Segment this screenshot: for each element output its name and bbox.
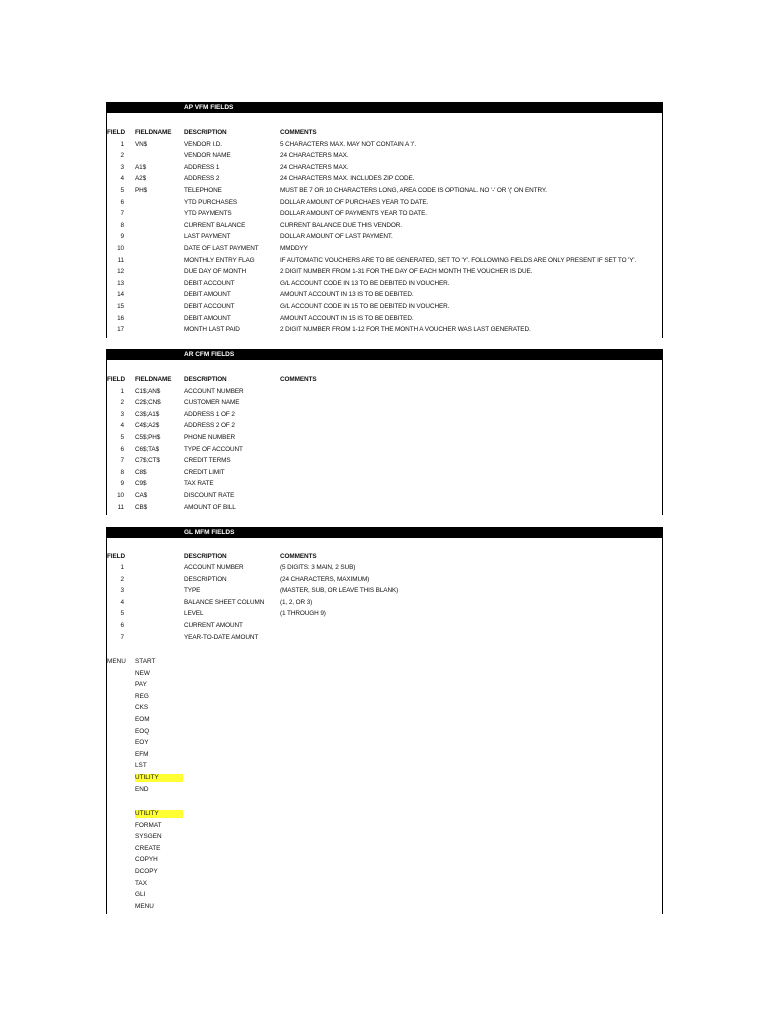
ap-row-3-name: A1$: [135, 163, 147, 171]
menu-item-start: [135, 658, 155, 666]
ap-row-9-comments: DOLLAR AMOUNT OF LAST PAYMENT.: [280, 233, 393, 241]
ap-vfm-section: [106, 102, 663, 338]
ap-row-5-comments: MUST BE 7 OR 10 CHARACTERS LONG, AREA CODE IS OPTIONAL. NO '-' OR '(' ON ENTRY.: [280, 186, 547, 194]
ap-section-title-bar: [107, 102, 662, 113]
ar-row-11-desc: AMOUNT OF BILL: [184, 503, 236, 511]
utility-item-label: TAX: [135, 879, 147, 887]
ar-row-11-name: CB$: [135, 503, 148, 511]
ap-row-2-field: 2: [120, 152, 124, 160]
ap-row-16-field: 16: [117, 314, 124, 322]
utility-item-format: [135, 822, 162, 830]
utility-item-label: GLI: [135, 891, 146, 899]
gl-row-2-desc: DESCRIPTION: [184, 575, 227, 583]
ap-row-14-desc: DEBIT AMOUNT: [184, 291, 231, 299]
gl-row-3-field: 3: [120, 587, 124, 595]
ap-row-10-comments: MMDDYY: [280, 244, 308, 252]
ap-row-3-comments: 24 CHARACTERS MAX.: [280, 163, 349, 171]
ap-row-13-comments: G/L ACCOUNT CODE IN 13 TO BE DEBITED IN VOUCHER.: [280, 279, 450, 287]
gl-row-4-desc: BALANCE SHEET COLUMN: [184, 598, 265, 606]
gl-row-1-desc: ACCOUNT NUMBER: [184, 564, 244, 571]
ar-row-5-desc: PHONE NUMBER: [184, 433, 235, 441]
menu-item-label: EOQ: [135, 727, 150, 735]
ar-row-2-desc: CUSTOMER NAME: [184, 399, 240, 407]
utility-item-copyh: [135, 856, 158, 864]
utility-item-tax: [135, 880, 147, 888]
ap-row-8-field: 8: [120, 221, 124, 229]
menu-item-efm: [135, 751, 149, 759]
ap-header-field: FIELD: [107, 129, 125, 136]
ap-row-5-name: PH$: [135, 186, 148, 194]
ar-row-7-desc: CREDIT TERMS: [184, 457, 231, 465]
menu-item-eom: [135, 716, 150, 724]
ap-row-3-desc: ADDRESS 1: [184, 163, 220, 171]
ar-row-8-desc: CREDIT LIMIT: [184, 468, 225, 476]
utility-item-create: [135, 845, 160, 853]
gl-header-field: FIELD: [107, 553, 125, 560]
ap-row-13-desc: DEBIT ACCOUNT: [184, 279, 235, 287]
utility-item-sysgen: [135, 833, 162, 841]
ap-row-4-comments: 24 CHARACTERS MAX. INCLUDES ZIP CODE.: [280, 175, 415, 183]
ap-row-4-field: 4: [120, 175, 124, 183]
gl-row-7-desc: YEAR-TO-DATE AMOUNT: [184, 633, 259, 641]
ap-row-8-comments: CURRENT BALANCE DUE THIS VENDOR.: [280, 221, 402, 229]
utility-item-label: FORMAT: [135, 821, 162, 829]
ar-row-1-field: 1: [120, 387, 124, 395]
menu-item-label: NEW: [135, 669, 150, 677]
menu-item-lst: [135, 762, 147, 770]
ar-header-name: FIELDNAME: [135, 376, 172, 383]
ar-row-6-name: C6$;TA$: [135, 445, 160, 453]
gl-row-2-field: 2: [120, 575, 124, 583]
gl-section-title-bar: [107, 527, 662, 538]
menu-item-label: END: [135, 785, 149, 793]
menu-item-eoy: [135, 739, 149, 747]
utility-item-label: SYSGEN: [135, 833, 162, 841]
ar-row-3-desc: ADDRESS 1 OF 2: [184, 410, 235, 418]
utility-item-label: DCOPY: [135, 868, 158, 875]
utility-item-label: CREATE: [135, 844, 161, 852]
gl-row-1-field: 1: [120, 564, 124, 571]
gl-row-7-field: 7: [120, 633, 124, 641]
ap-section-title: AP VFM FIELDS: [184, 104, 234, 111]
ar-row-8-name: C8$: [135, 468, 147, 476]
ap-row-6-comments: DOLLAR AMOUNT OF PURCHAES YEAR TO DATE.: [280, 198, 429, 206]
ap-row-6-desc: YTD PURCHASES: [184, 198, 238, 206]
ap-header-desc: DESCRIPTION: [184, 129, 227, 136]
menu-item-label: EOM: [135, 716, 150, 723]
utility-item-dcopy: [135, 868, 158, 876]
gl-row-3-comments: (MASTER, SUB, OR LEAVE THIS BLANK): [280, 587, 399, 595]
ar-section-title: AR CFM FIELDS: [184, 351, 235, 358]
ap-row-17-desc: MONTH LAST PAID: [184, 326, 240, 334]
ap-row-5-desc: TELEPHONE: [184, 186, 222, 194]
ap-row-7-desc: YTD PAYMENTS: [184, 210, 232, 218]
ar-row-3-name: C3$;A1$: [135, 410, 160, 418]
ar-row-10-desc: DISCOUNT RATE: [184, 491, 235, 499]
ap-row-8-desc: CURRENT BALANCE: [184, 221, 246, 229]
ar-row-2-name: C2$;CN$: [135, 399, 161, 407]
ar-row-1-name: C1$;AN$: [135, 387, 161, 395]
ap-row-1-desc: VENDOR I.D.: [184, 140, 222, 148]
ar-row-9-field: 9: [120, 480, 124, 488]
ar-row-6-desc: TYPE OF ACCOUNT: [184, 445, 243, 453]
ar-section-title-bar: [107, 349, 662, 360]
ap-row-5-field: 5: [120, 186, 124, 194]
gl-row-6-field: 6: [120, 622, 124, 629]
ap-row-9-desc: LAST PAYMENT: [184, 233, 231, 241]
menu-item-label: PAY: [135, 681, 147, 689]
ap-row-15-field: 15: [117, 302, 124, 310]
ap-row-12-comments: 2 DIGIT NUMBER FROM 1-31 FOR THE DAY OF EACH MONTH THE VOUCHER IS DUE.: [280, 268, 533, 276]
gl-row-6-desc: CURRENT AMOUNT: [184, 622, 243, 629]
menu-item-label: CKS: [135, 704, 149, 712]
gl-row-5-field: 5: [120, 610, 124, 618]
gl-row-4-field: 4: [120, 598, 124, 606]
ar-row-1-desc: ACCOUNT NUMBER: [184, 387, 244, 395]
gl-row-4-comments: (1, 2, OR 3): [280, 598, 313, 606]
utility-item-utility: [135, 810, 183, 818]
ar-row-5-name: C5$;PH$: [135, 433, 161, 441]
ap-row-13-field: 13: [117, 279, 124, 287]
ar-row-9-desc: TAX RATE: [184, 480, 214, 488]
menu-item-label: EOY: [135, 739, 149, 747]
ap-header-comments: COMMENTS: [280, 129, 317, 136]
ar-header-desc: DESCRIPTION: [184, 376, 227, 383]
ar-row-7-name: C7$;CT$: [135, 457, 160, 465]
menu-item-label: EFM: [135, 750, 149, 758]
ar-row-4-desc: ADDRESS 2 OF 2: [184, 422, 235, 430]
menu-item-utility: [135, 774, 183, 782]
ap-row-15-comments: G/L ACCOUNT CODE IN 15 TO BE DEBITED IN VOUCHER.: [280, 302, 450, 310]
ap-row-11-field: 11: [117, 256, 124, 264]
ar-row-4-field: 4: [120, 422, 124, 430]
gl-header-comments: COMMENTS: [280, 553, 317, 560]
ap-row-1-field: 1: [120, 140, 124, 148]
menu-item-eoq: [135, 728, 149, 736]
ap-row-11-desc: MONTHLY ENTRY FLAG: [184, 256, 255, 264]
gl-mfm-section: [106, 527, 663, 914]
ap-row-12-desc: DUE DAY OF MONTH: [184, 268, 247, 276]
ap-row-16-desc: DEBIT AMOUNT: [184, 314, 231, 322]
gl-row-5-comments: (1 THROUGH 9): [280, 610, 326, 618]
ap-row-12-field: 12: [117, 268, 124, 276]
ap-row-17-field: 17: [117, 326, 124, 334]
ap-row-15-desc: DEBIT ACCOUNT: [184, 302, 235, 310]
ap-row-4-desc: ADDRESS 2: [184, 175, 220, 183]
ar-row-2-field: 2: [120, 399, 124, 407]
utility-item-label: UTILITY: [135, 810, 183, 818]
ap-row-1-name: VN$: [135, 140, 148, 148]
ar-row-4-name: C4$;A2$: [135, 422, 160, 430]
menu-item-end: [135, 786, 149, 794]
menu-item-label: REG: [135, 692, 149, 700]
ar-row-11-field: 11: [117, 503, 124, 511]
utility-item-gli: [135, 891, 145, 899]
ap-row-11-comments: IF AUTOMATIC VOUCHERS ARE TO BE GENERATED, SET TO 'Y'. FOLLOWING FIELDS ARE ONLY PRESENT IF SET TO 'Y'.: [280, 256, 637, 264]
ar-row-6-field: 6: [120, 445, 124, 453]
ar-row-5-field: 5: [120, 433, 124, 441]
ar-row-10-field: 10: [117, 491, 124, 499]
utility-item-label: MENU: [135, 902, 154, 910]
ap-row-17-comments: 2 DIGIT NUMBER FROM 1-12 FOR THE MONTH A VOUCHER WAS LAST GENERATED.: [280, 326, 531, 334]
utility-item-label: COPYH: [135, 856, 158, 864]
ap-row-16-comments: AMOUNT ACCOUNT IN 15 IS TO BE DEBITED.: [280, 314, 414, 322]
ap-row-2-desc: VENDOR NAME: [184, 152, 231, 160]
utility-item-menu: [135, 903, 154, 911]
ap-row-14-field: 14: [117, 291, 124, 299]
menu-item-label: START: [135, 658, 156, 665]
ar-row-10-name: CA$: [135, 491, 148, 499]
gl-header-desc: DESCRIPTION: [184, 553, 227, 560]
ap-row-9-field: 9: [120, 233, 124, 241]
gl-row-3-desc: TYPE: [184, 587, 201, 595]
ap-row-10-field: 10: [117, 244, 124, 252]
ar-row-8-field: 8: [120, 468, 124, 476]
ap-row-7-comments: DOLLAR AMOUNT OF PAYMENTS YEAR TO DATE.: [280, 210, 427, 218]
ar-row-7-field: 7: [120, 457, 124, 465]
ar-cfm-section: [106, 349, 663, 515]
ap-row-7-field: 7: [120, 210, 124, 218]
menu-label: MENU: [107, 658, 126, 665]
gl-row-1-comments: (5 DIGITS: 3 MAIN, 2 SUB): [280, 564, 356, 571]
ap-row-4-name: A2$: [135, 175, 147, 183]
menu-item-pay: [135, 681, 147, 689]
ar-header-comments: COMMENTS: [280, 376, 317, 383]
ap-row-14-comments: AMOUNT ACCOUNT IN 13 IS TO BE DEBITED.: [280, 291, 414, 299]
gl-row-5-desc: LEVEL: [184, 610, 204, 618]
gl-row-2-comments: (24 CHARACTERS, MAXIMUM): [280, 575, 370, 583]
gl-section-title: GL MFM FIELDS: [184, 529, 235, 536]
ap-row-6-field: 6: [120, 198, 124, 206]
menu-item-label: LST: [135, 762, 147, 770]
ap-header-name: FIELDNAME: [135, 129, 172, 136]
ap-row-10-desc: DATE OF LAST PAYMENT: [184, 244, 259, 252]
ar-header-field: FIELD: [107, 376, 125, 383]
ar-row-9-name: C9$: [135, 480, 147, 488]
ap-row-2-comments: 24 CHARACTERS MAX.: [280, 152, 349, 160]
menu-item-new: [135, 670, 150, 678]
menu-item-label: UTILITY: [135, 774, 183, 782]
ar-row-3-field: 3: [120, 410, 124, 418]
ap-row-1-comments: 5 CHARACTERS MAX. MAY NOT CONTAIN A '/'.: [280, 140, 417, 148]
ap-row-3-field: 3: [120, 163, 124, 171]
menu-item-cks: [135, 704, 148, 712]
menu-item-reg: [135, 693, 149, 701]
